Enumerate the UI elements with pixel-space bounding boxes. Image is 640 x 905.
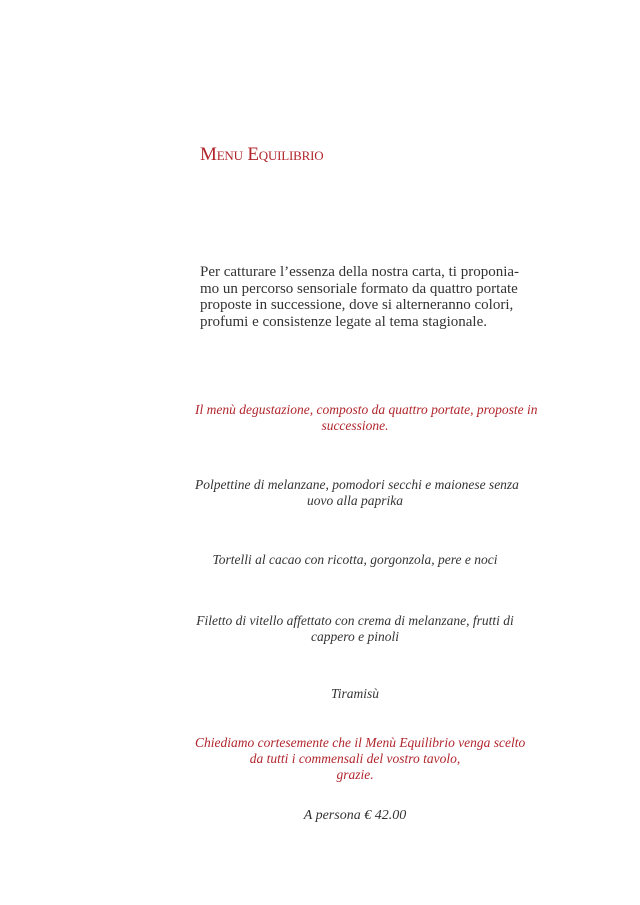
course-item: [195, 552, 515, 568]
intro-line: Per catturare l’essenza della nostra carta, ti proponia-: [200, 264, 520, 280]
intro-line: profumi e consistenze legate al tema stagionale.: [200, 313, 487, 330]
course-line: Polpettine di melanzane, pomodori secchi e maionese senza: [195, 477, 519, 492]
course-line: uovo alla paprika: [307, 493, 403, 508]
price: A persona € 42.00: [303, 808, 407, 823]
course-line: Tortelli al cacao con ricotta, gorgonzola, pere e noci: [212, 552, 498, 567]
course-item: [195, 686, 515, 702]
request-note-line: da tutti i commensali del vostro tavolo,: [249, 751, 461, 766]
tasting-note-line: Il menù degustazione, composto da quattro portate, proposte in: [195, 402, 538, 417]
course-line: Filetto di vitello affettato con crema di melanzane, frutti di: [196, 613, 514, 628]
menu-title: Menu Equilibrio: [200, 144, 324, 165]
course-item: [195, 613, 515, 645]
course-item: [195, 477, 519, 509]
tasting-note-line: successione.: [321, 418, 389, 433]
request-note-line: grazie.: [336, 767, 374, 782]
tasting-note: [195, 402, 538, 434]
request-note: [195, 735, 526, 783]
intro-line: mo un percorso sensoriale formato da quattro portate: [200, 280, 518, 297]
request-note-line: Chiediamo cortesemente che il Menù Equilibrio venga scelto: [195, 735, 526, 750]
course-line: Tiramisù: [330, 686, 380, 701]
menu-intro: [200, 264, 530, 330]
intro-line: proposte in successione, dove si alterneranno colori,: [200, 297, 514, 313]
course-line: cappero e pinoli: [311, 629, 399, 644]
